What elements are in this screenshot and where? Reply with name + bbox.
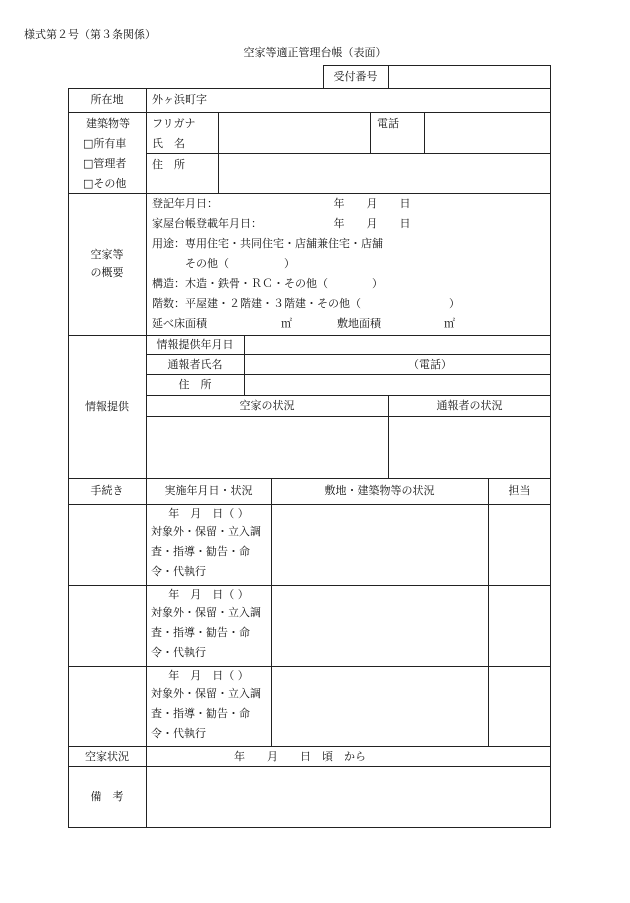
info-label: 情報提供 bbox=[85, 400, 129, 413]
location-value[interactable]: 外ヶ浜町字 bbox=[152, 93, 207, 106]
procedure-col-date: 実施年月日・状況 bbox=[164, 484, 253, 497]
name-label: 氏 名 bbox=[152, 137, 185, 150]
owner-checkbox-other[interactable]: □その他 bbox=[83, 177, 127, 190]
structure: 構造：木造・鉄骨・ＲＣ・その他（ ） bbox=[152, 277, 383, 290]
reception-label: 受付番号 bbox=[333, 70, 378, 83]
overview-label bbox=[68, 246, 146, 282]
owner-address-label: 住 所 bbox=[152, 158, 185, 171]
vacancy-status-header: 空家の状況 bbox=[239, 399, 295, 412]
reporter-name-label: 通報者氏名 bbox=[167, 358, 223, 371]
floors: 階数：平屋建・２階建・３階建・その他（ ） bbox=[152, 297, 460, 310]
use-line1: 用途：専用住宅・共同住宅・店舗兼住宅・店舗 bbox=[152, 237, 383, 250]
reporter-phone-label: （電話） bbox=[408, 358, 452, 371]
form-code: 様式第２号（第３条関係） bbox=[24, 28, 156, 41]
use-line2: その他（ ） bbox=[185, 257, 295, 270]
reporter-address-label: 住 所 bbox=[178, 378, 212, 391]
owner-option-label: その他 bbox=[93, 177, 127, 190]
floor-area-label: 延べ床面積 bbox=[152, 317, 207, 330]
info-date-label: 情報提供年月日 bbox=[156, 338, 234, 351]
ledger-date: 家屋台帳登載年月日： 年 月 日 bbox=[152, 217, 411, 230]
procedure-entry-options: 対象外・保留・立入調査・指導・勧告・命令・代執行 bbox=[151, 525, 261, 578]
owner-header: 建築物等 bbox=[86, 117, 130, 130]
remarks-label: 備 考 bbox=[90, 790, 124, 803]
vacancy-label: 空家状況 bbox=[85, 750, 129, 763]
procedure-entry-date: 年 月 日（ ） bbox=[168, 507, 249, 520]
reporter-status-header: 通報者の状況 bbox=[436, 399, 503, 412]
location-label: 所在地 bbox=[90, 93, 124, 106]
overview-label-line1: 空家等 bbox=[90, 248, 124, 261]
procedure-col-status: 敷地・建築物等の状況 bbox=[324, 484, 435, 497]
owner-checkbox-manager[interactable]: □管理者 bbox=[83, 157, 127, 170]
floor-area-unit: ㎡ bbox=[281, 317, 292, 330]
procedure-entry-date: 年 月 日（ ） bbox=[168, 588, 249, 601]
form-title: 空家等適正管理台帳（表面） bbox=[243, 46, 387, 59]
furigana-label: フリガナ bbox=[152, 117, 196, 130]
procedure-entry-options: 対象外・保留・立入調査・指導・勧告・命令・代執行 bbox=[151, 606, 261, 659]
owner-checkbox-owner[interactable]: □所有車 bbox=[83, 137, 127, 150]
registration-date: 登記年月日： 年 月 日 bbox=[152, 197, 411, 210]
owner-option-label: 所有車 bbox=[93, 137, 127, 150]
site-area-unit: ㎡ bbox=[444, 317, 455, 330]
procedure-entry-date: 年 月 日（ ） bbox=[168, 669, 249, 682]
procedure-entry-options: 対象外・保留・立入調査・指導・勧告・命令・代執行 bbox=[151, 687, 261, 740]
procedure-label: 手続き bbox=[90, 484, 124, 497]
vacancy-value: 年 月 日 頃 から bbox=[234, 750, 366, 763]
procedure-col-person: 担当 bbox=[508, 484, 531, 497]
owner-phone-label: 電話 bbox=[377, 117, 399, 130]
overview-label-line2: の概要 bbox=[90, 266, 124, 279]
owner-option-label: 管理者 bbox=[93, 157, 127, 170]
site-area-label: 敷地面積 bbox=[337, 317, 381, 330]
